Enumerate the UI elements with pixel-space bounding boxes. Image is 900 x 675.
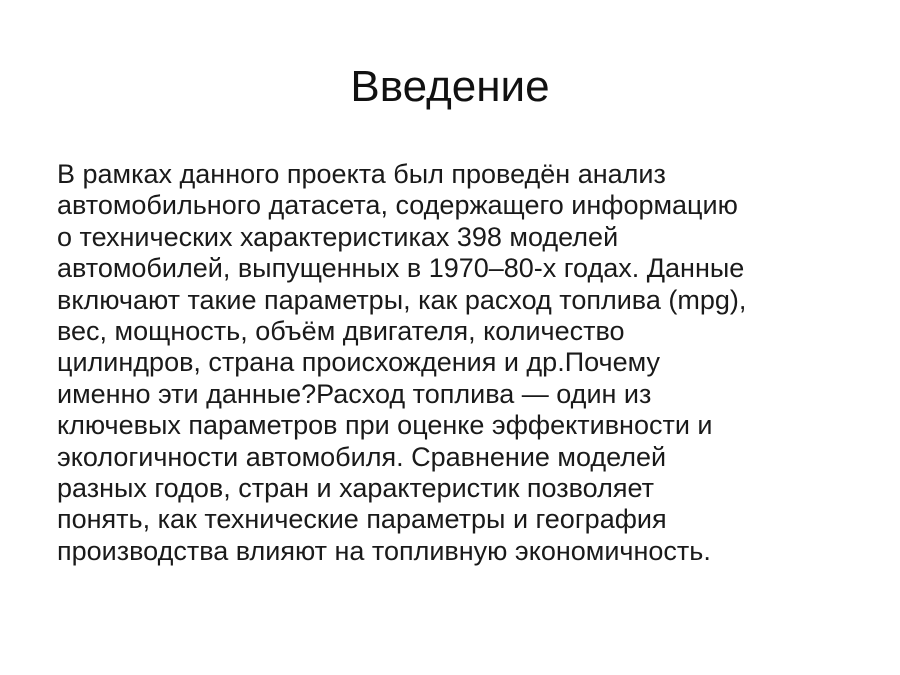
body-line: именно эти данные?Расход топлива — один из <box>57 378 652 409</box>
slide-body <box>57 159 857 567</box>
body-line: цилиндров, страна происхождения и др.Почему <box>57 347 660 378</box>
body-line: производства влияют на топливную экономичность. <box>57 535 711 566</box>
body-line: понять, как технические параметры и география <box>57 504 667 535</box>
body-line: В рамках данного проекта был проведён анализ <box>57 159 666 189</box>
body-line: вес, мощность, объём двигателя, количество <box>57 316 625 347</box>
body-line: ключевых параметров при оценке эффективности и <box>57 410 713 441</box>
body-line: автомобилей, выпущенных в 1970–80-х годах. Данные <box>57 253 745 284</box>
body-line: включают такие параметры, как расход топлива (mpg), <box>57 284 747 315</box>
body-line: экологичности автомобиля. Сравнение моделей <box>57 441 667 472</box>
body-line: разных годов, стран и характеристик позволяет <box>57 473 654 504</box>
body-line: автомобильного датасета, содержащего информацию <box>57 190 738 221</box>
body-line: о технических характеристиках 398 моделей <box>57 221 619 252</box>
slide-title: Введение <box>350 62 550 111</box>
